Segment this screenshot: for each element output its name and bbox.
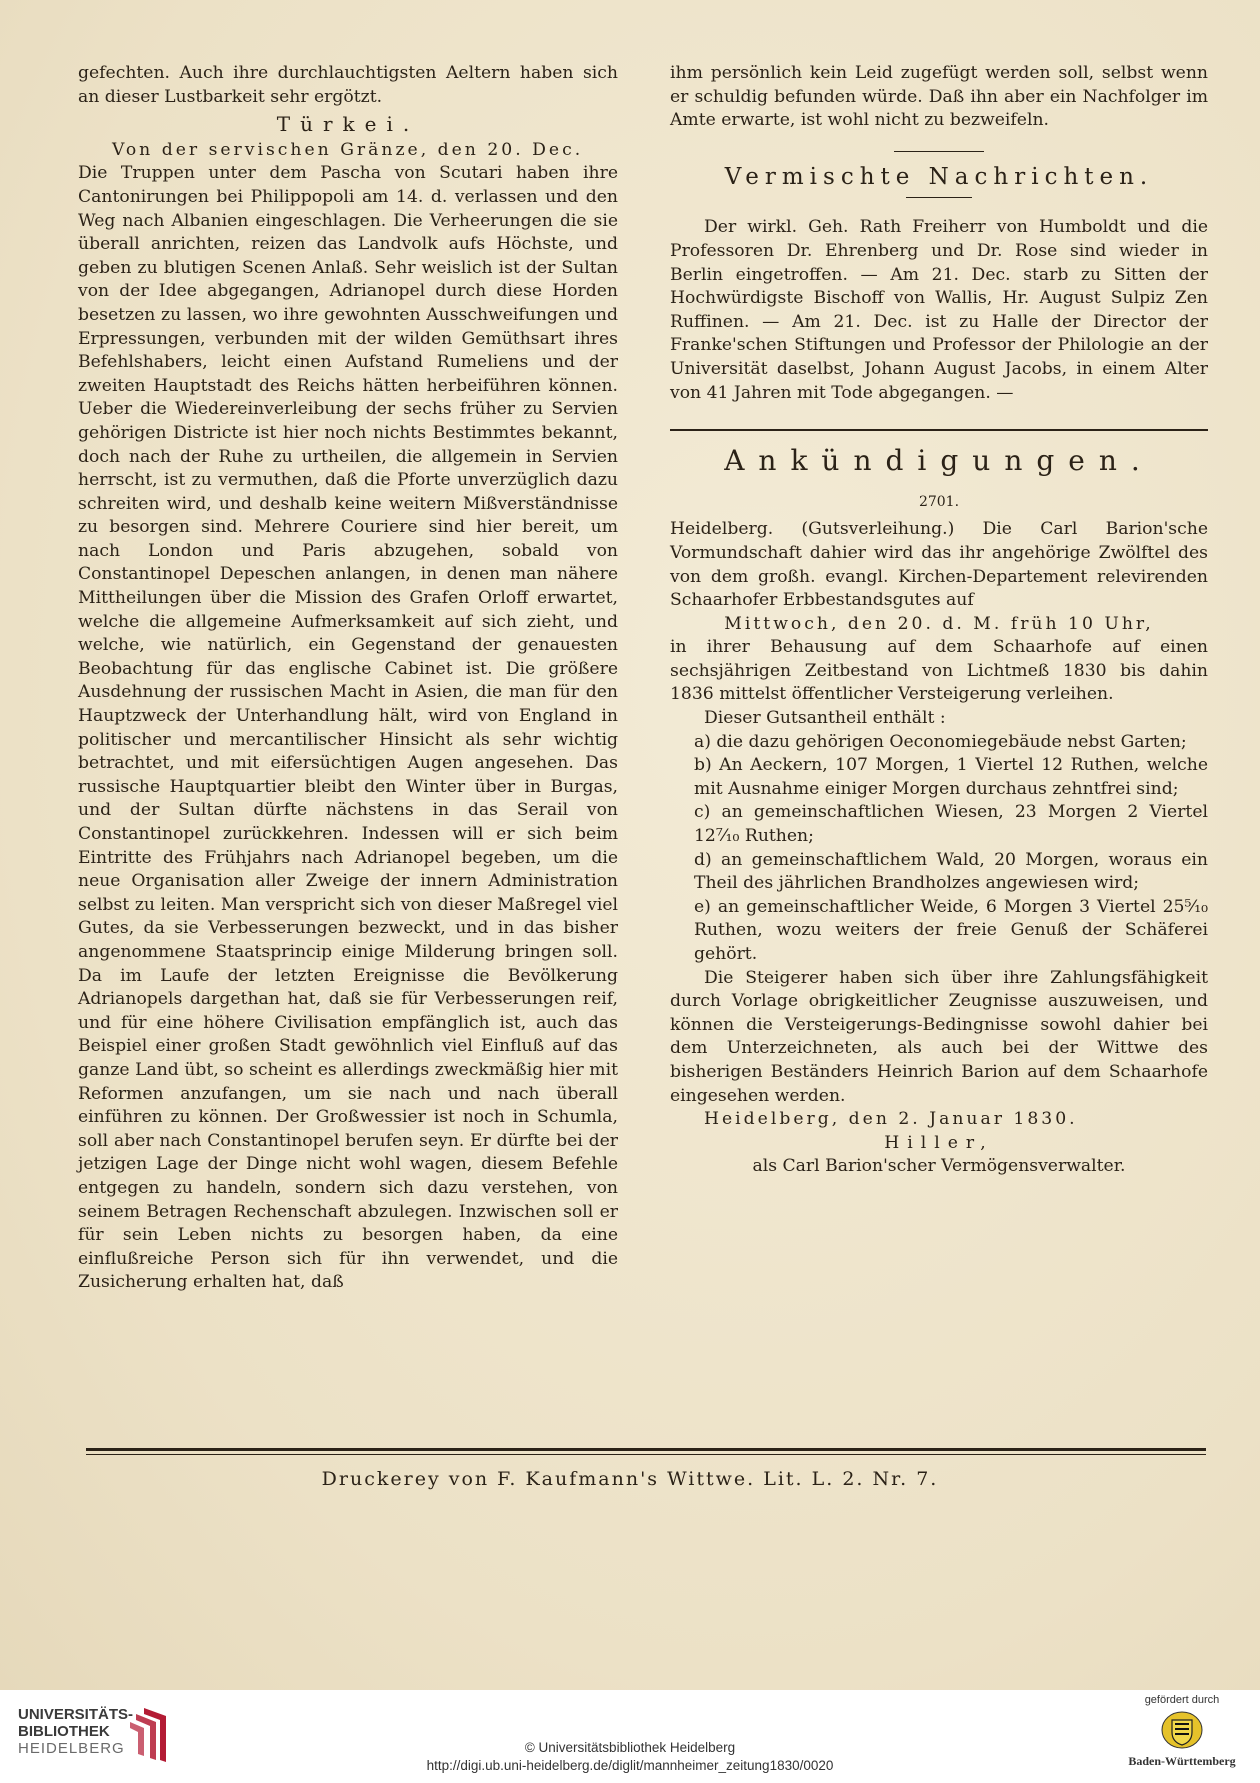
place-date: Heidelberg, den 2. Januar 1830. xyxy=(704,1109,1078,1130)
bottom-rule xyxy=(86,1448,1206,1455)
article-body: Die Truppen unter dem Pascha von Scutari haben ihre Cantonirungen bei Philippopoli am 14. d. verlassen und den Weg nach Albanien eingeschlagen. Die Verheerungen die sie überall anrichten, reizen das Landvolk aufs Höchste, und geben zu blutigen Scenen Anlaß. Sehr weislich ist der Sultan von der Idee abgegangen, Adrianopel durch diese Horden besetzen zu lassen, wo ihre gewohnten Ausschweifungen und Erpressungen, verbunden mit der wilden Gemüthsart ihres Befehlshabers, leicht einen Aufstand Rumeliens und der zweiten Hauptstadt des Reichs hätten herbeiführen können. Ueber die Wiedereinverleibung der sechs früher zu Servien gehörigen Districte ist hier noch nichts Bestimmtes bekannt, doch nach der Ruhe zu urtheilen, die allgemein in Servien herrscht, ist zu vermuthen, daß die Pforte unverzüglich dazu schreiten wird, und deshalb keine weitern Mißverständnisse zu besorgen sind. Mehrere Couriere sind hier bereit, um nach London und Paris abzugehen, sobald von Constantinopel Depeschen anlangen, in denen man nähere Mittheilungen über die Mission des Grafen Orloff erwartet, welche die allgemeine Aufmerksamkeit auf sich zieht, und welche, wie natürlich, ein Gegenstand der genauesten Beobachtung für das englische Cabinet ist. Die größere Ausdehnung der russischen Macht in Asien, die man für den Hauptzweck der Unterhandlung hält, wird von England in politischer und mercantilischer Hinsicht als sehr wichtig betrachtet, und mit eifersüchtigen Augen angesehen. Das russische Hauptquartier bleibt den Winter über in Burgas, und der Sultan dürfte nächstens in das Serail von Constantinopel zurückkehren. Indessen will er sich beim Eintritte des Frühjahrs nach Adrianopel begeben, um die neue Organisation aller Zweige der innern Administration selbst zu leiten. Man verspricht sich von dieser Maßregel viel Gutes, da sie Verbesserungen bezweckt, und in das bisher angenommene Staatsprincip einige Milderung bringen soll. Da im Laufe der letzten Ereignisse die Bevölkerung Adrianopels dargethan hat, daß sie für Verbesserungen reif, und für eine höhere Civilisation empfänglich ist, auch das Beispiel einer großen Stadt gewöhnlich viel Einfluß auf das ganze Land übt, so scheint es allerdings zweckmäßig hier mit Reformen anzufangen, um sie nach und nach überall einführen zu können. Der Großwessier ist noch in Schumla, soll aber nach Constantinopel berufen seyn. Er dürfte bei der jetzigen Lage der Dinge nicht wohl wagen, diesem Befehle entgegen zu handeln, sondern sich dazu verstehen, von seinem Betragen Rechenschaft abzulegen. Inzwischen soll er für sein Leben nichts zu besorgen haben, da eine einflußreiche Person sich für ihn verwendet, und die Zusicherung erhalten hat, daß xyxy=(78,163,618,1293)
signer-name: Hiller, xyxy=(884,1132,994,1153)
digitization-footer xyxy=(0,1690,1260,1783)
section-divider xyxy=(670,429,1208,431)
sponsor-block xyxy=(1122,1694,1242,1769)
news-text: Der wirkl. Geh. Rath Freiherr von Humboldt und die Professoren Dr. Ehrenberg und Dr. Rose sind wieder in Berlin eingetroffen. — Am 21. Dec. starb zu Sitten der Hochwürdigste Bischoff von Wallis, Hr. August Sulpiz Zen Ruffinen. — Am 21. Dec. ist zu Halle der Director der Franke'schen Stiftungen und Professor der Philologie an der Universität daselbst, Johann August Jacobs, in einem Alter von 41 Jahren mit Tode abgegangen. — xyxy=(670,217,1208,403)
permalink[interactable]: http://digi.ub.uni-heidelberg.de/diglit/mannheimer_zeitung1830/0020 xyxy=(426,1758,834,1773)
logo-line-3: HEIDELBERG xyxy=(18,1740,125,1757)
opening-lines: gefechten. Auch ihre durchlauchtigsten Aeltern haben sich an dieser Lustbarkeit sehr ergötzt. xyxy=(78,63,618,107)
printer-imprint: Druckerey von F. Kaufmann's Wittwe. Lit. L. 2. Nr. 7. xyxy=(321,1468,939,1490)
contents-intro: Dieser Gutsantheil enthält : xyxy=(704,708,946,729)
continuation-text: ihm persönlich kein Leid zugefügt werden soll, selbst wenn er schuldig befunden würde. Daß ihn aber ein Nachfolger im Amte erwarte, ist wohl nicht zu bezweifeln. xyxy=(670,63,1208,131)
logo-line-1: UNIVERSITÄTS- xyxy=(18,1706,134,1723)
sponsor-label: gefördert durch xyxy=(1144,1694,1220,1706)
list-item: e) an gemeinschaftlicher Weide, 6 Morgen 3 Viertel 25⁵⁄₁₀ Ruthen, wozu weiters der freie Genuß der Schäferei gehört. xyxy=(694,896,1208,964)
left-column xyxy=(78,62,618,1295)
section-heading-tuerkei: Türkei. xyxy=(276,112,420,137)
list-item: b) An Aeckern, 107 Morgen, 1 Viertel 12 Ruthen, welche mit Ausnahme einiger Morgen durchaus zehntfrei sind; xyxy=(694,755,1208,799)
right-column xyxy=(670,62,1208,1179)
list-item: a) die dazu gehörigen Oeconomiegebäude nebst Garten; xyxy=(694,731,1187,752)
entry-number: 2701. xyxy=(918,493,960,510)
list-item: d) an gemeinschaftlichem Wald, 20 Morgen, woraus ein Theil des jährlichen Brandholzes angewiesen wird; xyxy=(694,849,1208,894)
library-mark-icon xyxy=(126,1704,174,1764)
sponsor-name: Baden-Württemberg xyxy=(1128,1754,1236,1768)
separator-line xyxy=(894,151,984,152)
dateline: Von der servischen Gränze, den 20. Dec. xyxy=(112,139,584,160)
announcements-title: Ankündigungen. xyxy=(724,444,1154,478)
entry-details: in ihrer Behausung auf dem Schaarhofe auf einen sechsjährigen Zeitbestand von Lichtmeß 1830 bis dahin 1836 mittelst öffentlicher Versteigerung verleihen. xyxy=(670,637,1208,705)
signer-title: als Carl Barion'scher Vermögensverwalter. xyxy=(752,1156,1126,1177)
list-item: c) an gemeinschaftlichen Wiesen, 23 Morgen 2 Viertel 12⁷⁄₁₀ Ruthen; xyxy=(694,802,1208,847)
closing-text: Die Steigerer haben sich über ihre Zahlungsfähigkeit durch Vorlage obrigkeitlicher Zeugnisse auszuweisen, und können die Versteigerungs-Bedingnisse sowohl dahier bei dem Unterzeichneten, als auch bei der Wittwe des bisherigen Beständers Heinrich Barion auf dem Schaarhofe eingesehen werden. xyxy=(670,967,1208,1106)
separator-line xyxy=(906,197,972,198)
entry-intro: Heidelberg. (Gutsverleihung.) Die Carl Barion'sche Vormundschaft dahier wird das ihr angehörige Zwölftel des von dem großh. evangl. Kirchen-Departement relevirenden Schaarhofer Erbbestandsgutes auf xyxy=(670,519,1208,611)
logo-line-2: BIBLIOTHEK xyxy=(18,1723,110,1740)
coat-of-arms-icon xyxy=(1160,1710,1204,1750)
copyright-notice: © Universitätsbibliothek Heidelberg xyxy=(524,1740,736,1755)
section-title-vermischte: Vermischte Nachrichten. xyxy=(724,163,1154,190)
entry-date: Mittwoch, den 20. d. M. früh 10 Uhr, xyxy=(724,613,1154,634)
